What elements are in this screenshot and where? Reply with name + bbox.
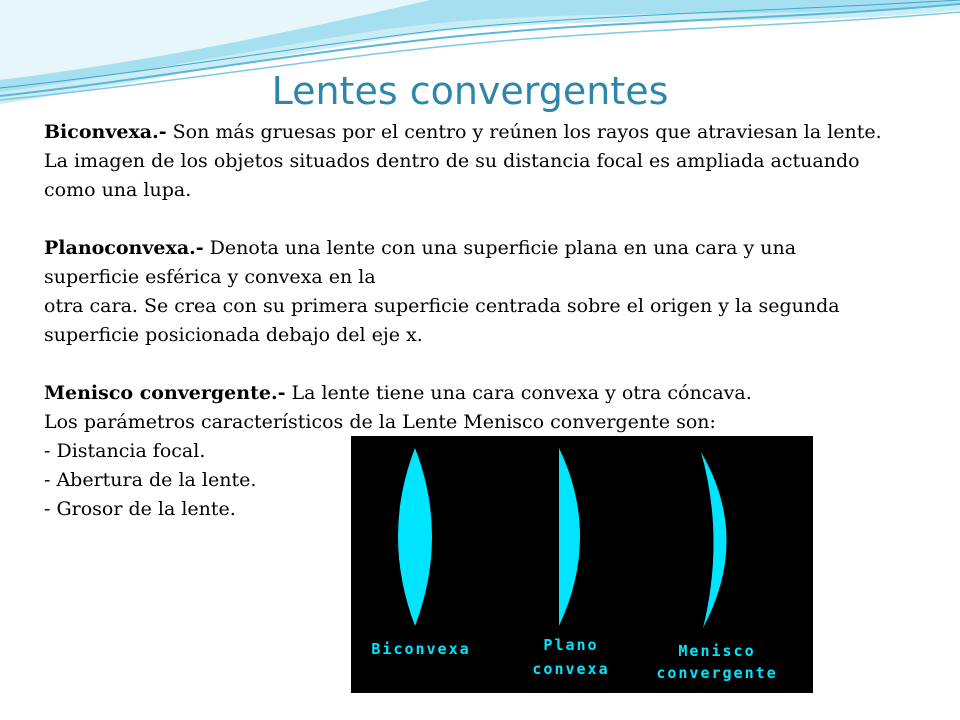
menisco-line-1: La lente tiene una cara convexa y otra cóncava. [285, 382, 752, 404]
slide-title: Lentes convergentes [271, 69, 669, 113]
planoconvexa-line-3: otra cara. Se crea con su primera superficie centrada sobre el origen y la segunda [44, 295, 840, 317]
planoconvexa-line-4: superficie posicionada debajo del eje x. [44, 324, 423, 346]
caption-menisco-2: convergente [656, 664, 778, 682]
term-biconvexa: Biconvexa.- [44, 121, 167, 143]
planoconvexa-line-2: superficie esférica y convexa en la [44, 266, 376, 288]
caption-menisco-1: Menisco [678, 642, 756, 660]
meniscus-lens-shape [701, 452, 727, 628]
term-menisco: Menisco convergente.- [44, 382, 286, 404]
lens-types-figure [351, 436, 813, 693]
section-planoconvexa [44, 234, 924, 350]
section-biconvexa [44, 118, 924, 205]
list-item: - Grosor de la lente. [44, 498, 236, 520]
planoconvexa-line-1: Denota una lente con una superficie plana en una cara y una [203, 237, 797, 259]
biconvexa-line-1: Son más gruesas por el centro y reúnen los rayos que atraviesan la lente. [166, 121, 882, 143]
caption-plano-2: convexa [532, 660, 610, 678]
planoconvex-lens-shape [559, 448, 580, 626]
biconvex-lens-shape [398, 448, 432, 626]
term-planoconvexa: Planoconvexa.- [44, 237, 204, 259]
biconvexa-line-3: como una lupa. [44, 179, 192, 201]
caption-biconvexa: Biconvexa [371, 640, 471, 658]
menisco-line-2: Los parámetros característicos de la Lente Menisco convergente son: [44, 411, 716, 433]
caption-plano-1: Plano [543, 636, 599, 654]
list-item: - Abertura de la lente. [44, 469, 257, 491]
biconvexa-line-2: La imagen de los objetos situados dentro de su distancia focal es ampliada actuando [44, 150, 860, 172]
list-item: - Distancia focal. [44, 440, 206, 462]
